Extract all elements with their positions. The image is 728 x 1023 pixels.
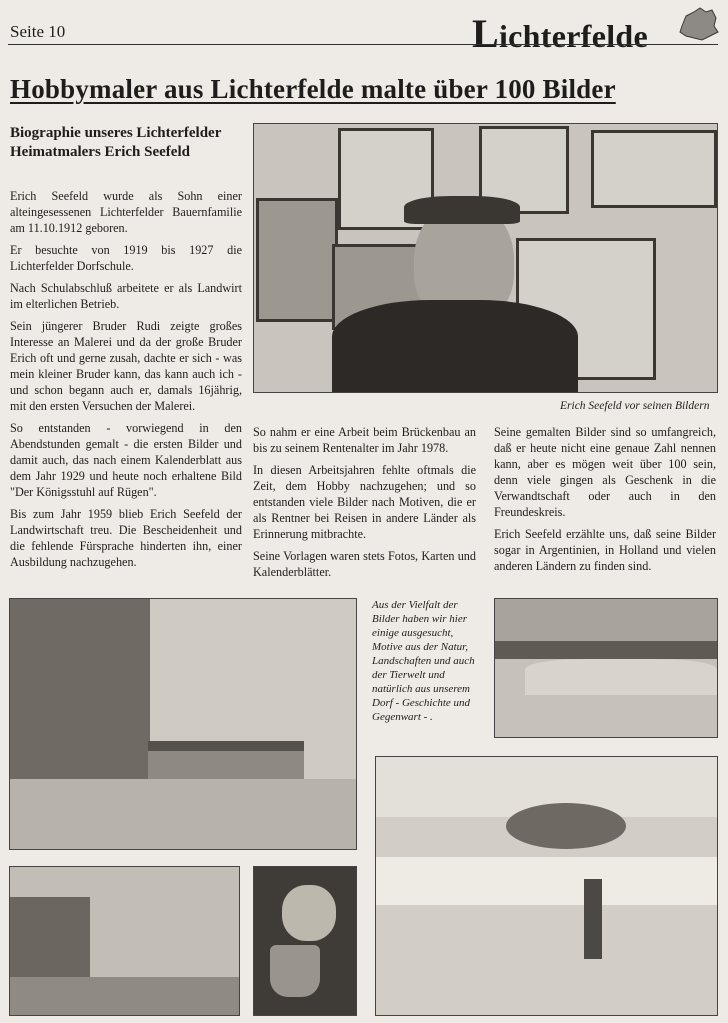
masthead-title (472, 10, 648, 57)
map-outline-icon (676, 6, 720, 42)
bushes (506, 803, 626, 849)
paragraph: Erich Seefeld erzählte uns, daß seine Bilder sogar in Argentinien, in Holland und vielen anderen Ländern zu finden sind. (494, 527, 716, 573)
meadow (10, 779, 356, 849)
photo-caption: Erich Seefeld vor seinen Bildern (560, 400, 710, 412)
column-2 (253, 424, 476, 586)
paragraph: Nach Schulabschluß arbeitete er als Landwirt im elterlichen Betrieb. (10, 281, 242, 311)
haystack-row (525, 659, 717, 695)
painting-bridge (591, 130, 717, 208)
paragraph: Bis zum Jahr 1959 blieb Erich Seefeld der Landwirtschaft treu. Die Bescheidenheit und die fehlende Fürsprache hinderten ihn, einer Ausbildung nachzugehen. (10, 507, 242, 569)
hat (404, 196, 520, 224)
road (10, 977, 239, 1015)
painting-haystacks (494, 598, 718, 738)
article-subhead: Biographie unseres Lichterfelder Heimatmalers Erich Seefeld (10, 125, 222, 160)
jacket (332, 300, 578, 392)
headline: Hobbymaler aus Lichterfelde malte über 100 Bilder (10, 74, 616, 104)
painting-sheep (375, 756, 718, 1016)
cat-head (282, 885, 336, 941)
paragraph: Erich Seefeld wurde als Sohn einer alteingesessenen Lichterfelder Bauernfamilie am 11.10.1912 geboren. (10, 189, 242, 235)
header-rule (8, 44, 718, 45)
masthead-initial: L (472, 11, 499, 56)
paragraph: Er besuchte von 1919 bis 1927 die Lichterfelder Dorfschule. (10, 243, 242, 273)
painting-village-street (9, 866, 240, 1016)
painting-farmhouse (9, 598, 357, 850)
paragraph: So entstanden - vorwiegend in den Abendstunden gemalt - die ersten Bilder und damit auch, das nach einem Kalenderblatt aus dem Jahr 1929 und heute noch erhaltene Bild "Der Königsstuhl auf Rügen". (10, 421, 242, 499)
painting-cat (253, 866, 357, 1016)
masthead-rest: ichterfelde (498, 18, 648, 54)
column-1 (10, 188, 242, 576)
paragraph: Seine gemalten Bilder sind so umfangreich, daß er heute nicht eine genaue Zahl nennen kann, aber es mögen weit über 100 sein, denn viele gingen als Geschenk in die Verwandtschaft oder auch in den Freundeskreis. (494, 425, 716, 519)
gallery-note: Aus der Vielfalt der Bilder haben wir hier einige ausgesucht, Motive aus der Natur, Landschaften und auch der Tierwelt und natürlich aus unserem Dorf - Geschichte und Gegenwart - . (372, 599, 475, 723)
houses (10, 897, 90, 977)
shepherd (584, 879, 602, 959)
page-number: Seite 10 (10, 22, 66, 41)
paragraph: Seine Vorlagen waren stets Fotos, Karten und Kalenderblätter. (253, 549, 476, 579)
basket (270, 945, 320, 997)
paragraph: In diesen Arbeitsjahren fehlte oftmals die Zeit, dem Hobby nachzugehen; und so entstanden viele Bilder nach Motiven, die er als Rentner bei Reisen in andere Länder als Erinnerung mitbrachte. (253, 463, 476, 541)
treeline (495, 641, 717, 659)
artist-photo (253, 123, 718, 393)
column-3 (494, 424, 716, 580)
paragraph: So nahm er eine Arbeit beim Brückenbau an bis zu seinem Rentenalter im Jahr 1978. (253, 425, 476, 455)
painting-street (256, 198, 338, 322)
paragraph: Sein jüngerer Bruder Rudi zeigte großes Interesse an Malerei und da der große Bruder Erich oft und gerne zusah, dachte er sich - was mein kleiner Bruder kann, das kann auch ich - und schon begann auch er, damals 16jährig, mit den ersten Versuchen der Malerei. (10, 319, 242, 413)
sheep-flock (376, 857, 717, 905)
